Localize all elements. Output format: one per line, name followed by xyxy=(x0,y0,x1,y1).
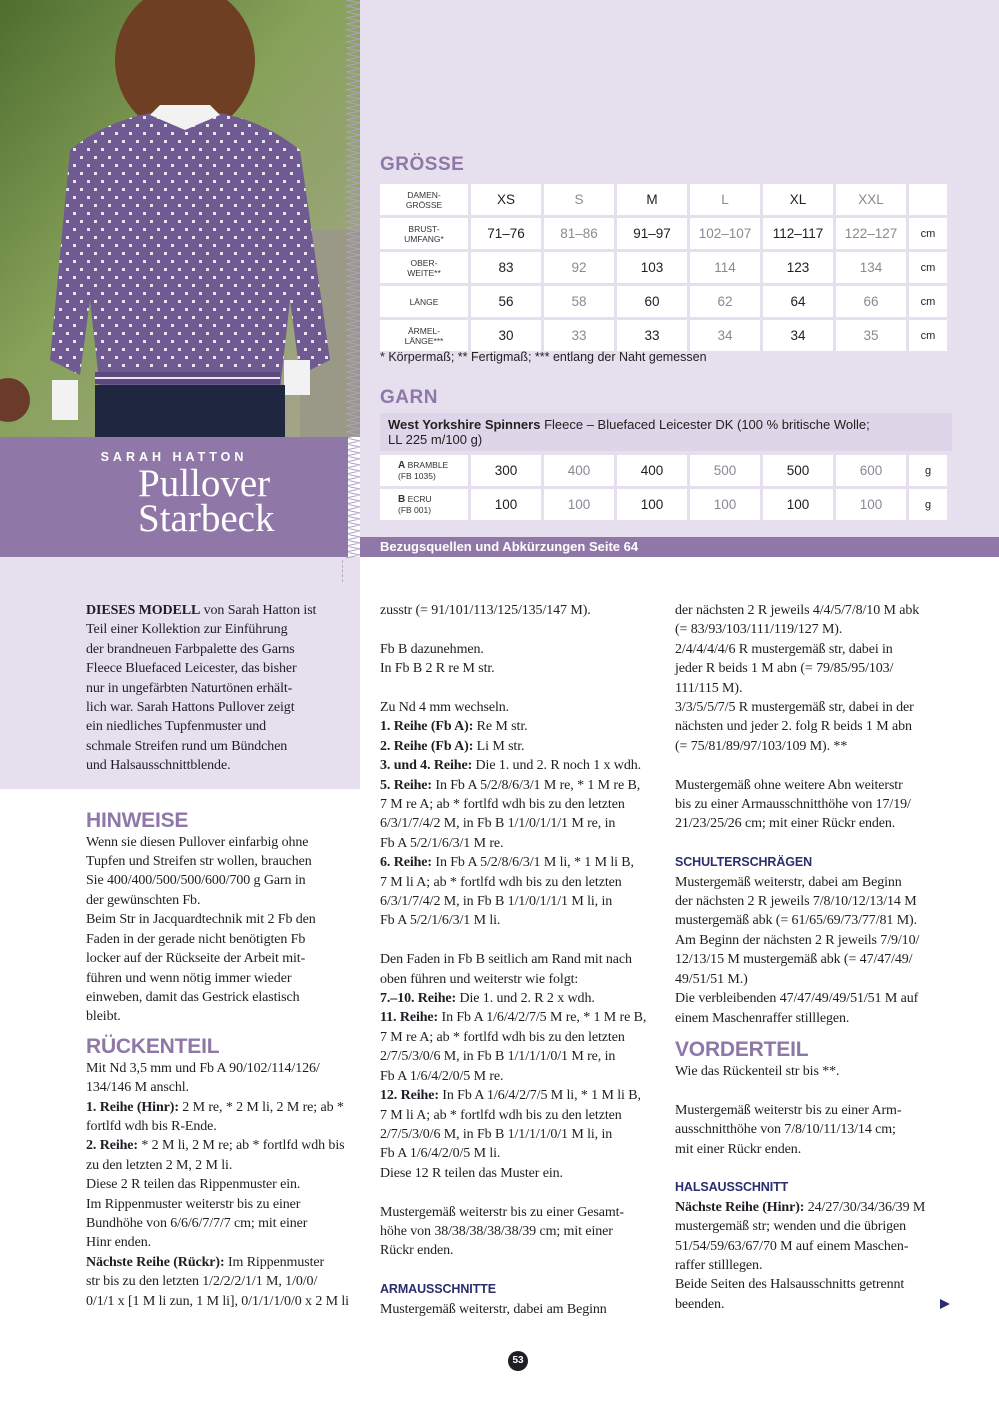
rueckenteil-next-row: Nächste Reihe (Rückr): Im Rippenmuster str bis zu den letzten 1/2/2/2/1/1 M, 1/0/0/ 0/1/1 x [1 M li zun, 1 M li], 0/1/1/1/0/0 x 2 M li xyxy=(86,1254,349,1309)
heading-vorderteil: VORDERTEIL xyxy=(675,1037,809,1061)
size-cell: XXL xyxy=(836,184,906,215)
continue-arrow-icon xyxy=(940,1299,950,1309)
yarn-cell: 600 xyxy=(836,455,906,486)
size-cell: 62 xyxy=(690,286,760,317)
size-cell: 103 xyxy=(617,252,687,283)
unit-cell: cm xyxy=(909,218,947,249)
row-6: 6. Reihe: In Fb A 5/2/8/6/3/1 M li, * 1 M li B, 7 M li A; ab * fortlfd wdh bis zu den letzten 6/3/1/7/4/2 M, in Fb B 1/1/0/1/1/1 M li, in Fb A 5/2/1/6/3/1 M li. xyxy=(380,855,634,929)
row-label: 7.–10. Reihe: xyxy=(380,991,457,1007)
row-text: Re M str. xyxy=(473,719,528,735)
yarn-cell: 400 xyxy=(617,455,687,486)
size-row-label: BRUST- UMFANG* xyxy=(380,218,468,249)
para-d: Den Faden in Fb B seitlich am Rand mit nach oben führen und weiterstr wie folgt: xyxy=(380,952,632,987)
row-text: Die 1. und 2. R 2 x wdh. xyxy=(456,991,595,1007)
size-row xyxy=(380,286,947,317)
size-row xyxy=(380,184,947,215)
size-cell: 122–127 xyxy=(836,218,906,249)
row-text: Die 1. und 2. R noch 1 x wdh. xyxy=(472,758,642,774)
size-cell: 35 xyxy=(836,320,906,351)
yarn-table xyxy=(377,452,950,523)
row-label: 11. Reihe: xyxy=(380,1010,439,1026)
row-label: 3. und 4. Reihe: xyxy=(380,758,473,774)
unit-cell: g xyxy=(909,489,947,520)
size-cell: 81–86 xyxy=(544,218,614,249)
yarn-cell: 100 xyxy=(836,489,906,520)
yarn-cell: 100 xyxy=(471,489,541,520)
intro-text: DIESES MODELL von Sarah Hatton ist Teil einer Kollektion zur Einführung der brandneuen Farbpalette des Garns Fleece Bluefaced Leicester, das bisher nur in ungefärbten Naturtönen erhält- lich war. Sarah Hattons Pullover zeigt ein niedliches Tupfenmuster und schmale Streifen rund um Bündchen und Halsausschnittblende. xyxy=(86,603,317,774)
unit-cell: cm xyxy=(909,252,947,283)
size-cell: 71–76 xyxy=(471,218,541,249)
para-e: Mustergemäß weiterstr bis zu einer Arm- ausschnitthöhe von 7/8/10/11/13/14 cm; mit einer Rückr enden. xyxy=(675,1102,902,1157)
size-row-label: ÄRMEL- LÄNGE*** xyxy=(380,320,468,351)
yarn-cell: 100 xyxy=(544,489,614,520)
heading-rueckenteil: RÜCKENTEIL xyxy=(86,1034,220,1058)
para-d: Wie das Rückenteil str bis **. xyxy=(675,1063,840,1079)
rueckenteil-row2: 2. Reihe: * 2 M li, 2 M re; ab * fortlfd wdh bis zu den letzten 2 M, 2 M li. Diese 2 R teilen das Rippenmuster ein. Im Rippenmuster weiterstr bis zu einer Bundhöhe von 6/6/6/7/7/7 cm; mit einer Hinr enden. xyxy=(86,1138,345,1251)
heading-armausschnitte: ARMAUSSCHNITTE xyxy=(380,1282,496,1297)
heading-hinweise: HINWEISE xyxy=(86,808,189,832)
row-label: 1. Reihe (Hinr): xyxy=(86,1099,179,1115)
stitch-line xyxy=(342,560,344,582)
heading-schulterschraegen: SCHULTERSCHRÄGEN xyxy=(675,855,813,870)
pattern-title-line1: Pullover xyxy=(138,462,271,505)
unit-cell: cm xyxy=(909,286,947,317)
yarn-cell: 300 xyxy=(471,455,541,486)
size-cell: XL xyxy=(763,184,833,215)
yarn-heading: GARN xyxy=(380,387,438,408)
size-cell: L xyxy=(690,184,760,215)
row-label: Nächste Reihe (Hinr): xyxy=(675,1199,805,1215)
yarn-cell: 500 xyxy=(690,455,760,486)
para-f: Mustergemäß weiterstr, dabei am Beginn xyxy=(380,1301,607,1317)
row-label: 5. Reihe: xyxy=(380,777,432,793)
yarn-description xyxy=(380,413,952,451)
size-row xyxy=(380,218,947,249)
size-cell: 114 xyxy=(690,252,760,283)
row-3-4 xyxy=(380,756,662,775)
size-cell: 92 xyxy=(544,252,614,283)
size-cell: 60 xyxy=(617,286,687,317)
yarn-row xyxy=(380,455,947,486)
size-cell: 64 xyxy=(763,286,833,317)
yarn-cell: 100 xyxy=(763,489,833,520)
rueckenteil-setup: Mit Nd 3,5 mm und Fb A 90/102/114/126/ 134/146 M anschl. xyxy=(86,1060,320,1096)
page-number: 53 xyxy=(508,1351,528,1371)
size-cell: 112–117 xyxy=(763,218,833,249)
yarn-row xyxy=(380,489,947,520)
size-cell: 102–107 xyxy=(690,218,760,249)
row-label: Nächste Reihe (Rückr): xyxy=(86,1254,225,1270)
yarn-cell: 100 xyxy=(617,489,687,520)
size-cell: 66 xyxy=(836,286,906,317)
row-label: 6. Reihe: xyxy=(380,855,432,871)
row-label: 2. Reihe: xyxy=(86,1138,138,1154)
para-a: der nächsten 2 R jeweils 4/4/5/7/8/10 M abk (= 83/93/103/111/119/127 M). 2/4/4/4/4/6 R mustergemäß str, dabei in jeder R beids 1 M abn (= 79/85/95/103/ 111/115 M). 3/3/5/5/7/5 R mustergemäß str, dabei in der nächsten und jeder 2. folg R beids 1 M abn (= 75/81/89/97/103/109 M). ** xyxy=(675,603,920,754)
intro-bold: DIESES MODELL xyxy=(86,603,201,618)
sources-bar: Bezugsquellen und Abkürzungen Seite 64 xyxy=(360,537,999,557)
size-cell: 91–97 xyxy=(617,218,687,249)
size-cell: M xyxy=(617,184,687,215)
row-label: 2. Reihe (Fb A): xyxy=(380,738,474,754)
row-5: 5. Reihe: In Fb A 5/2/8/6/3/1 M re, * 1 M re B, 7 M re A; ab * fortlfd wdh bis zu den letzten 6/3/1/7/4/2 M, in Fb B 1/1/0/1/1/1 M re, in Fb A 5/2/1/6/3/1 M re. xyxy=(380,777,641,851)
size-cell: XS xyxy=(471,184,541,215)
hinweise-text: Wenn sie diesen Pullover einfarbig ohne Tupfen und Streifen str wollen, brauchen Sie 400/400/500/500/600/700 g Garn in der gewünschten Fb. Beim Str in Jacquardtechnik mit 2 Fb den Faden in der gerade nicht benötigten Fb locker auf der Rückseite der Arbeit mit- führen und wenn nötig immer wieder einweben, damit das Gestrick elastisch bleibt. xyxy=(86,834,316,1025)
unit-cell: g xyxy=(909,455,947,486)
size-heading: GRÖSSE xyxy=(380,154,465,175)
size-row xyxy=(380,252,947,283)
size-cell: 134 xyxy=(836,252,906,283)
size-footnote: * Körpermaß; ** Fertigmaß; *** entlang der Naht gemessen xyxy=(380,350,707,364)
size-row xyxy=(380,320,947,351)
para-c: Mustergemäß weiterstr, dabei am Beginn der nächsten 2 R jeweils 7/8/10/12/13/14 M mustergemäß abk (= 61/65/69/73/77/81 M). Am Beginn der nächsten 2 R jeweils 7/9/10/ 12/13/15 M mustergemäß abk (= 47/47/49/ 49/51/51 M.) Die verbleibenden 47/47/49/49/51/51 M auf einem Maschenraffer stilllegen. xyxy=(675,874,920,1026)
pattern-title xyxy=(138,462,348,540)
yarn-color-label: A BRAMBLE (FB 1035) xyxy=(380,455,468,486)
yarn-desc-2: LL 225 m/100 g) xyxy=(388,432,483,447)
size-cell: 34 xyxy=(690,320,760,351)
para-c: Zu Nd 4 mm wechseln. xyxy=(380,700,510,715)
para-a: zusstr (= 91/101/113/125/135/147 M). xyxy=(380,603,591,618)
size-cell: 33 xyxy=(617,320,687,351)
heading-halsausschnitt: HALSAUSSCHNITT xyxy=(675,1180,789,1195)
yarn-cell: 100 xyxy=(690,489,760,520)
column-2 xyxy=(380,601,662,1319)
size-cell: 56 xyxy=(471,286,541,317)
row-11: 11. Reihe: In Fb A 1/6/4/2/7/5 M re, * 1 M re B, 7 M re A; ab * fortlfd wdh bis zu den letzten 2/7/5/3/0/6 M, in Fb B 1/1/1/1/0/1 M re, in Fb A 1/6/4/2/0/5 M re. xyxy=(380,1010,647,1084)
para-b: Fb B dazunehmen. In Fb B 2 R re M str. xyxy=(380,641,495,677)
unit-cell xyxy=(909,184,947,215)
rueckenteil-row1: 1. Reihe (Hinr): 2 M re, * 2 M li, 2 M re; ab * fortlfd wdh bis R-Ende. xyxy=(86,1099,344,1134)
para-f: Nächste Reihe (Hinr): 24/27/30/34/36/39 M mustergemäß str; wenden und die übrigen 51/54/59/63/67/70 M auf einem Maschen- raffer stilllegen. Beide Seiten des Halsausschnitts getrennt beenden. xyxy=(675,1199,926,1312)
size-cell: 123 xyxy=(763,252,833,283)
row-12: 12. Reihe: In Fb A 1/6/4/2/7/5 M li, * 1 M li B, 7 M li A; ab * fortlfd wdh bis zu den letzten 2/7/5/3/0/6 M, in Fb B 1/1/1/1/0/1 M li, in Fb A 1/6/4/2/0/5 M li. Diese 12 R teilen das Muster ein. xyxy=(380,1088,641,1181)
model-photo xyxy=(0,0,360,437)
size-row-label: LÄNGE xyxy=(380,286,468,317)
row-2 xyxy=(380,737,662,756)
size-row-label: DAMEN- GRÖSSE xyxy=(380,184,468,215)
size-cell: 34 xyxy=(763,320,833,351)
size-cell: 83 xyxy=(471,252,541,283)
pattern-title-line2: Starbeck xyxy=(138,497,275,540)
size-row-label: OBER- WEITE** xyxy=(380,252,468,283)
row-text: Li M str. xyxy=(473,738,525,754)
yarn-desc-1: Fleece – Bluefaced Leicester DK (100 % britische Wolle; xyxy=(540,417,870,432)
column-1 xyxy=(86,601,358,1311)
column-3 xyxy=(675,601,955,1314)
size-cell: 58 xyxy=(544,286,614,317)
size-cell: 33 xyxy=(544,320,614,351)
row-label: 1. Reihe (Fb A): xyxy=(380,719,474,735)
para-b: Mustergemäß ohne weitere Abn weiterstr bis zu einer Armausschnitthöhe von 17/19/ 21/23/25/26 cm; mit einer Rückr enden. xyxy=(675,777,911,832)
para-e: Mustergemäß weiterstr bis zu einer Gesamt- höhe von 38/38/38/38/38/39 cm; mit einer Rückr enden. xyxy=(380,1204,624,1259)
row-1 xyxy=(380,717,662,736)
yarn-brand: West Yorkshire Spinners xyxy=(388,417,541,432)
row-label: 12. Reihe: xyxy=(380,1088,439,1104)
author-name: SARAH HATTON xyxy=(100,450,248,464)
yarn-color-label: B ECRU (FB 001) xyxy=(380,489,468,520)
size-cell: 30 xyxy=(471,320,541,351)
yarn-cell: 500 xyxy=(763,455,833,486)
row-7-10 xyxy=(380,989,662,1008)
size-table xyxy=(377,181,950,354)
unit-cell: cm xyxy=(909,320,947,351)
yarn-cell: 400 xyxy=(544,455,614,486)
size-cell: S xyxy=(544,184,614,215)
